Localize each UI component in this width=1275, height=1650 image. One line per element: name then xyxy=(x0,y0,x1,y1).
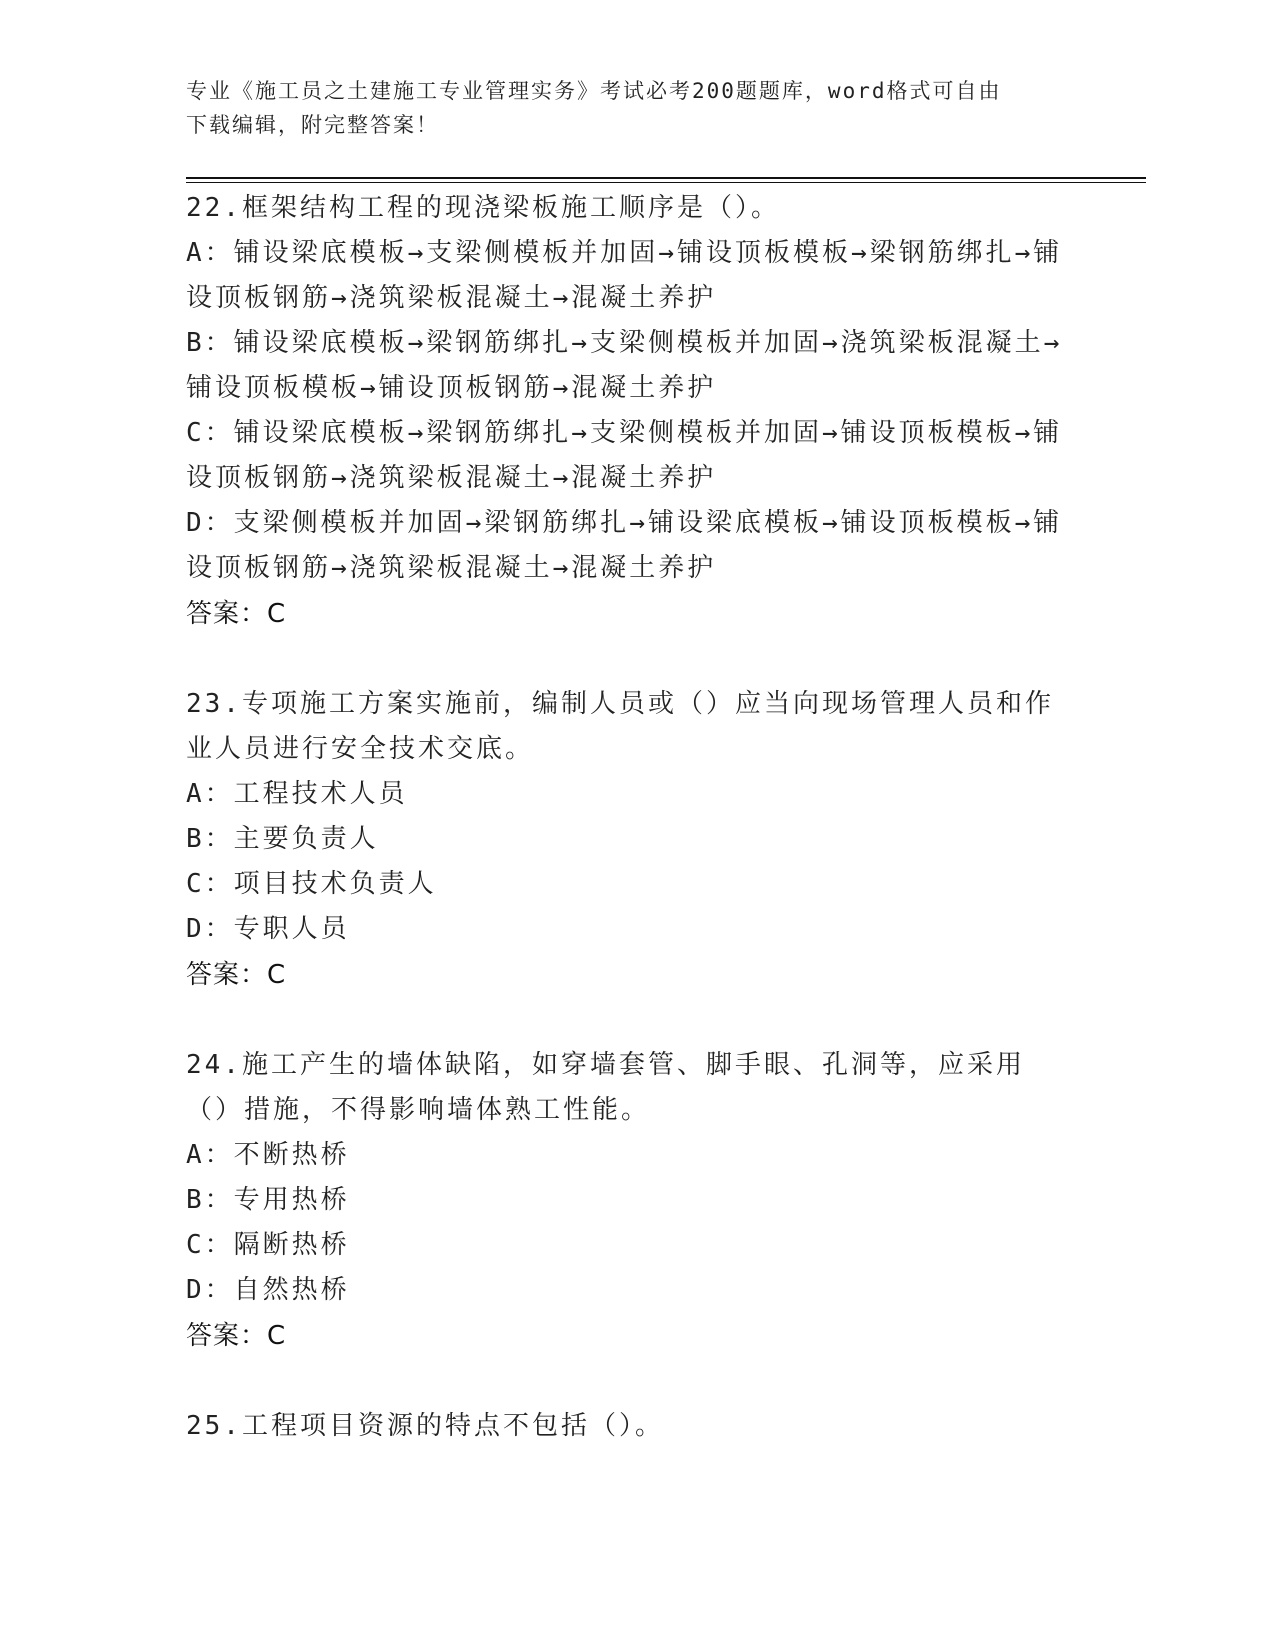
header-line-1: 专业《施工员之土建施工专业管理实务》考试必考200题题库，word格式可自由 xyxy=(186,79,1002,103)
option-a: A：工程技术人员 xyxy=(186,779,408,809)
option-b: B：铺设梁底模板→梁钢筋绑扎→支梁侧模板并加固→浇筑梁板混凝土→铺设顶板模板→铺设顶板钢筋→混凝土养护 xyxy=(186,328,1063,403)
option-d: D：自然热桥 xyxy=(186,1275,350,1305)
document-header xyxy=(186,74,1066,142)
answer-label: 答案：C xyxy=(186,599,287,629)
option-b: B：主要负责人 xyxy=(186,824,379,854)
question-22 xyxy=(186,186,1066,637)
option-c: C：项目技术负责人 xyxy=(186,869,437,899)
option-c: C：铺设梁底模板→梁钢筋绑扎→支梁侧模板并加固→铺设顶板模板→铺设顶板钢筋→浇筑梁板混凝土→混凝土养护 xyxy=(186,418,1063,493)
header-rule-thick xyxy=(186,177,1146,179)
question-stem: 24.施工产生的墙体缺陷，如穿墙套管、脚手眼、孔洞等，应采用（）措施，不得影响墙体熟工性能。 xyxy=(186,1050,1025,1125)
option-a: A：不断热桥 xyxy=(186,1140,350,1170)
option-a: A：铺设梁底模板→支梁侧模板并加固→铺设顶板模板→梁钢筋绑扎→铺设顶板钢筋→浇筑梁板混凝土→混凝土养护 xyxy=(186,238,1063,313)
header-line-2: 下载编辑，附完整答案！ xyxy=(186,113,439,137)
header-rule-thin xyxy=(186,182,1146,183)
question-stem: 23.专项施工方案实施前，编制人员或（）应当向现场管理人员和作业人员进行安全技术交底。 xyxy=(186,689,1054,764)
question-24 xyxy=(186,1043,1066,1359)
question-stem: 25.工程项目资源的特点不包括（）。 xyxy=(186,1411,664,1441)
option-b: B：专用热桥 xyxy=(186,1185,350,1215)
option-c: C：隔断热桥 xyxy=(186,1230,350,1260)
question-25 xyxy=(186,1404,1066,1449)
question-list xyxy=(186,186,1066,1494)
question-23 xyxy=(186,682,1066,998)
option-d: D：专职人员 xyxy=(186,914,350,944)
answer-label: 答案：C xyxy=(186,1321,287,1351)
question-stem: 22.框架结构工程的现浇梁板施工顺序是（）。 xyxy=(186,193,780,223)
answer-label: 答案：C xyxy=(186,960,287,990)
option-d: D：支梁侧模板并加固→梁钢筋绑扎→铺设梁底模板→铺设顶板模板→铺设顶板钢筋→浇筑梁板混凝土→混凝土养护 xyxy=(186,508,1063,583)
